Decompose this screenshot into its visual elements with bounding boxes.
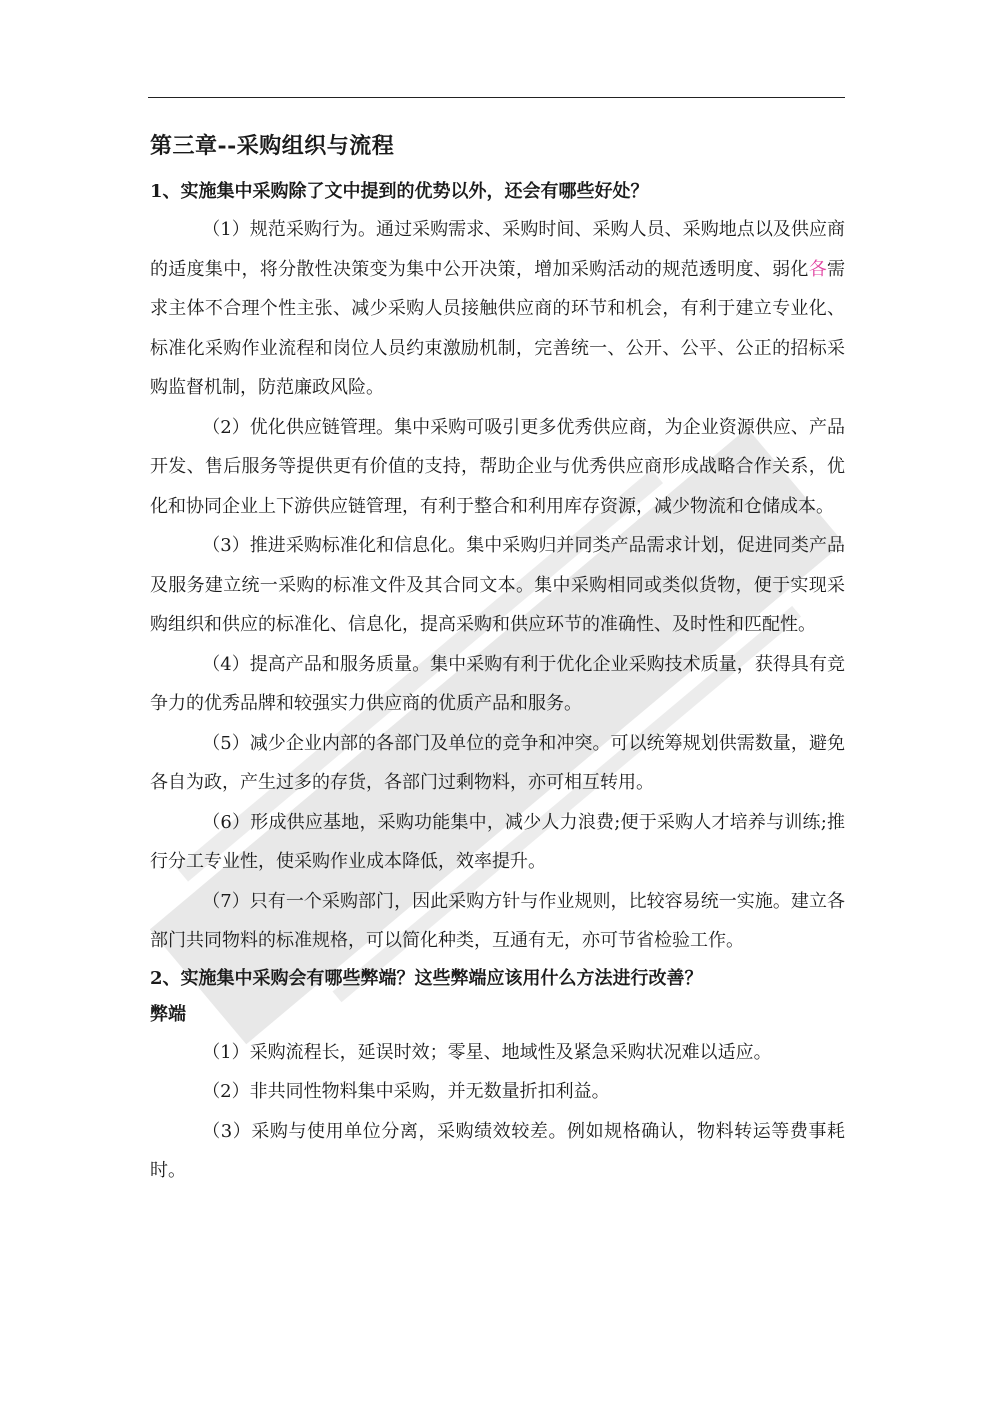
- header-rule: [148, 97, 845, 98]
- q1-paragraph-1: （1）规范采购行为。通过采购需求、采购时间、采购人员、采购地点以及供应商的适度集中，将分散性决策变为集中公开决策，增加采购活动的规范透明度、弱化各需求主体不合理个性主张、减少采购人员接触供应商的环节和机会，有利于建立专业化、标准化采购作业流程和岗位人员约束激励机制，完善统一、公开、公平、公正的招标采购监督机制，防范廉政风险。: [150, 219, 846, 398]
- question-2-title: 2、实施集中采购会有哪些弊端？这些弊端应该用什么方法进行改善？: [150, 967, 703, 989]
- q1-paragraph-3: （3）推进采购标准化和信息化。集中采购归并同类产品需求计划，促进同类产品及服务建立统一采购的标准文件及其合同文本。集中采购相同或类似货物，便于实现采购组织和供应的标准化、信息化，提高采购和供应环节的准确性、及时性和匹配性。: [150, 535, 845, 635]
- q2-paragraph-2: （2）非共同性物料集中采购，并无数量折扣利益。: [202, 1081, 610, 1102]
- q1-paragraph-4: （4）提高产品和服务质量。集中采购有利于优化企业采购技术质量，获得具有竞争力的优秀品牌和较强实力供应商的优质产品和服务。: [150, 653, 845, 714]
- question-1-title: 1、实施集中采购除了文中提到的优势以外，还会有哪些好处？: [150, 181, 649, 202]
- q2-paragraph-3: （3）采购与使用单位分离，采购绩效较差。例如规格确认，物料转运等费事耗时。: [150, 1120, 845, 1181]
- q1-paragraph-7: （7）只有一个采购部门，因此采购方针与作业规则，比较容易统一实施。建立各部门共同物料的标准规格，可以简化种类，互通有无，亦可节省检验工作。: [150, 890, 845, 951]
- chapter-title: 第三章--采购组织与流程: [150, 133, 395, 159]
- q1-paragraph-6: （6）形成供应基地，采购功能集中，减少人力浪费;便于采购人才培养与训练;推行分工专业性，使采购作业成本降低，效率提升。: [150, 811, 845, 872]
- drawbacks-subheading: 弊端: [150, 1003, 186, 1025]
- q2-paragraph-1: （1）采购流程长，延误时效；零星、地域性及紧急采购状况难以适应。: [202, 1041, 772, 1063]
- q1-paragraph-2: （2）优化供应链管理。集中采购可吸引更多优秀供应商，为企业资源供应、产品开发、售后服务等提供更有价值的支持，帮助企业与优秀供应商形成战略合作关系，优化和协同企业上下游供应链管理，有利于整合和利用库存资源，减少物流和仓储成本。: [150, 416, 845, 517]
- q1-paragraph-5: （5）减少企业内部的各部门及单位的竞争和冲突。可以统筹规划供需数量，避免各自为政，产生过多的存货，各部门过剩物料，亦可相互转用。: [150, 732, 845, 793]
- document-body: [150, 126, 845, 1191]
- highlighted-char: 各: [808, 258, 828, 280]
